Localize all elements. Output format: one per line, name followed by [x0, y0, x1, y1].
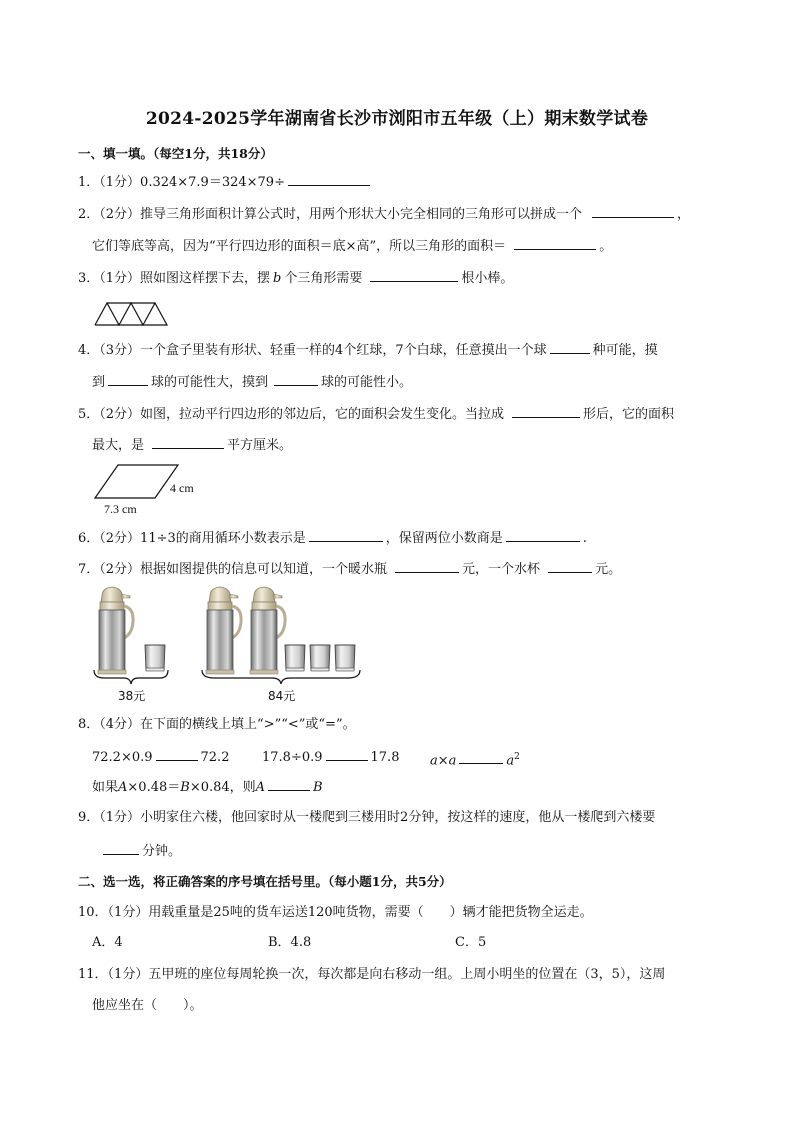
option-a[interactable]: A．4 [92, 935, 123, 950]
answer-blank[interactable] [274, 373, 318, 386]
triangles-figure [94, 302, 174, 326]
answer-blank[interactable] [512, 405, 580, 418]
question-7: 7．（2分）根据如图提供的信息可以知道，一个暖水瓶 元，一个水杯 元。 [78, 562, 622, 577]
question-4-cont: 到 球的可能性大，摸到 球的可能性小。 [92, 375, 413, 390]
question-5-cont: 最大，是 平方厘米。 [92, 438, 293, 453]
question-9-cont: 分钟。 [100, 842, 181, 861]
option-c[interactable]: C．5 [455, 935, 487, 950]
answer-blank[interactable] [550, 341, 590, 354]
page-title: 2024-2025学年湖南省长沙市浏阳市五年级（上）期末数学试卷 [145, 109, 649, 129]
cup-image [145, 645, 165, 671]
answer-blank[interactable] [103, 842, 139, 855]
compare-item-4: 如果A×0.48＝B×0.84，则A B [92, 780, 323, 795]
flask-image [206, 587, 241, 674]
answer-blank[interactable] [370, 269, 458, 282]
answer-blank[interactable] [268, 778, 310, 791]
answer-blank[interactable] [288, 173, 370, 186]
question-10: 10．（1分）用载重量是25吨的货车运送120吨货物，需要（ ）辆才能把货物全运走。 [78, 905, 593, 920]
side-length-label: 4 cm [170, 481, 194, 495]
question-9: 9．（1分）小明家住六楼，他回家时从一楼爬到三楼用时2分钟，按这样的速度，他从一楼爬到六楼要 [78, 810, 656, 825]
cup-image [335, 645, 355, 671]
question-2: 2．（2分）推导三角形面积计算公式时，用两个形状大小完全相同的三角形可以拼成一个 ， [78, 207, 691, 222]
flask-cup-picture [90, 582, 370, 692]
cup-image [310, 645, 330, 671]
answer-blank[interactable] [459, 751, 503, 764]
section-1-heading: 一、填一填。（每空1分，共18分） [78, 146, 273, 161]
option-b[interactable]: B．4.8 [268, 935, 312, 950]
question-11-cont: 他应坐在（ ）。 [92, 998, 203, 1013]
answer-blank[interactable] [108, 373, 148, 386]
question-5: 5．（2分）如图，拉动平行四边形的邻边后，它的面积会发生变化。当拉成 形后，它的面积 [78, 407, 675, 422]
compare-item-3: a×a $a^2$ [430, 752, 520, 769]
question-4: 4．（3分）一个盒子里装有形状、轻重一样的4个红球，7个白球，任意摸出一个球 种可能，摸 [78, 343, 658, 358]
flask-image [250, 587, 285, 674]
answer-blank[interactable] [548, 560, 592, 573]
answer-blank[interactable] [156, 748, 198, 761]
question-3: 3．（1分）照如图这样摆下去，摆 b 个三角形需要 根小棒。 [78, 271, 514, 286]
answer-blank[interactable] [514, 237, 596, 250]
answer-blank[interactable] [326, 748, 368, 761]
answer-blank[interactable] [309, 529, 383, 542]
cup-image [285, 645, 305, 671]
question-11: 11．（1分）五甲班的座位每周轮换一次，每次都是向右移动一组。上周小明坐的位置在（3，5），这周 [78, 967, 666, 982]
answer-blank[interactable] [395, 560, 459, 573]
price-label-2: 84元 [268, 689, 296, 703]
answer-blank[interactable] [152, 436, 224, 449]
section-2-heading: 二、选一选，将正确答案的序号填在括号里。（每小题1分，共5分） [78, 874, 452, 889]
question-8: 8．（4分）在下面的横线上填上“>”“<”或“=”。 [78, 717, 356, 732]
price-label-1: 38元 [118, 689, 146, 703]
base-length-label: 7.3 cm [104, 502, 137, 516]
compare-item-2: 17.8÷0.9 17.8 [262, 750, 400, 765]
answer-blank[interactable] [506, 529, 580, 542]
flask-image [98, 587, 133, 674]
question-6: 6．（2分）11÷3的商用循环小数表示是 ，保留两位小数商是 . [78, 531, 587, 546]
compare-item-1: 72.2×0.9 72.2 [92, 750, 230, 765]
question-2-cont: 它们等底等高，因为“平行四边形的面积＝底×高”，所以三角形的面积＝ 。 [92, 239, 613, 254]
question-1: 1．（1分）0.324×7.9＝324×79÷ [78, 173, 373, 192]
answer-blank[interactable] [592, 205, 674, 218]
